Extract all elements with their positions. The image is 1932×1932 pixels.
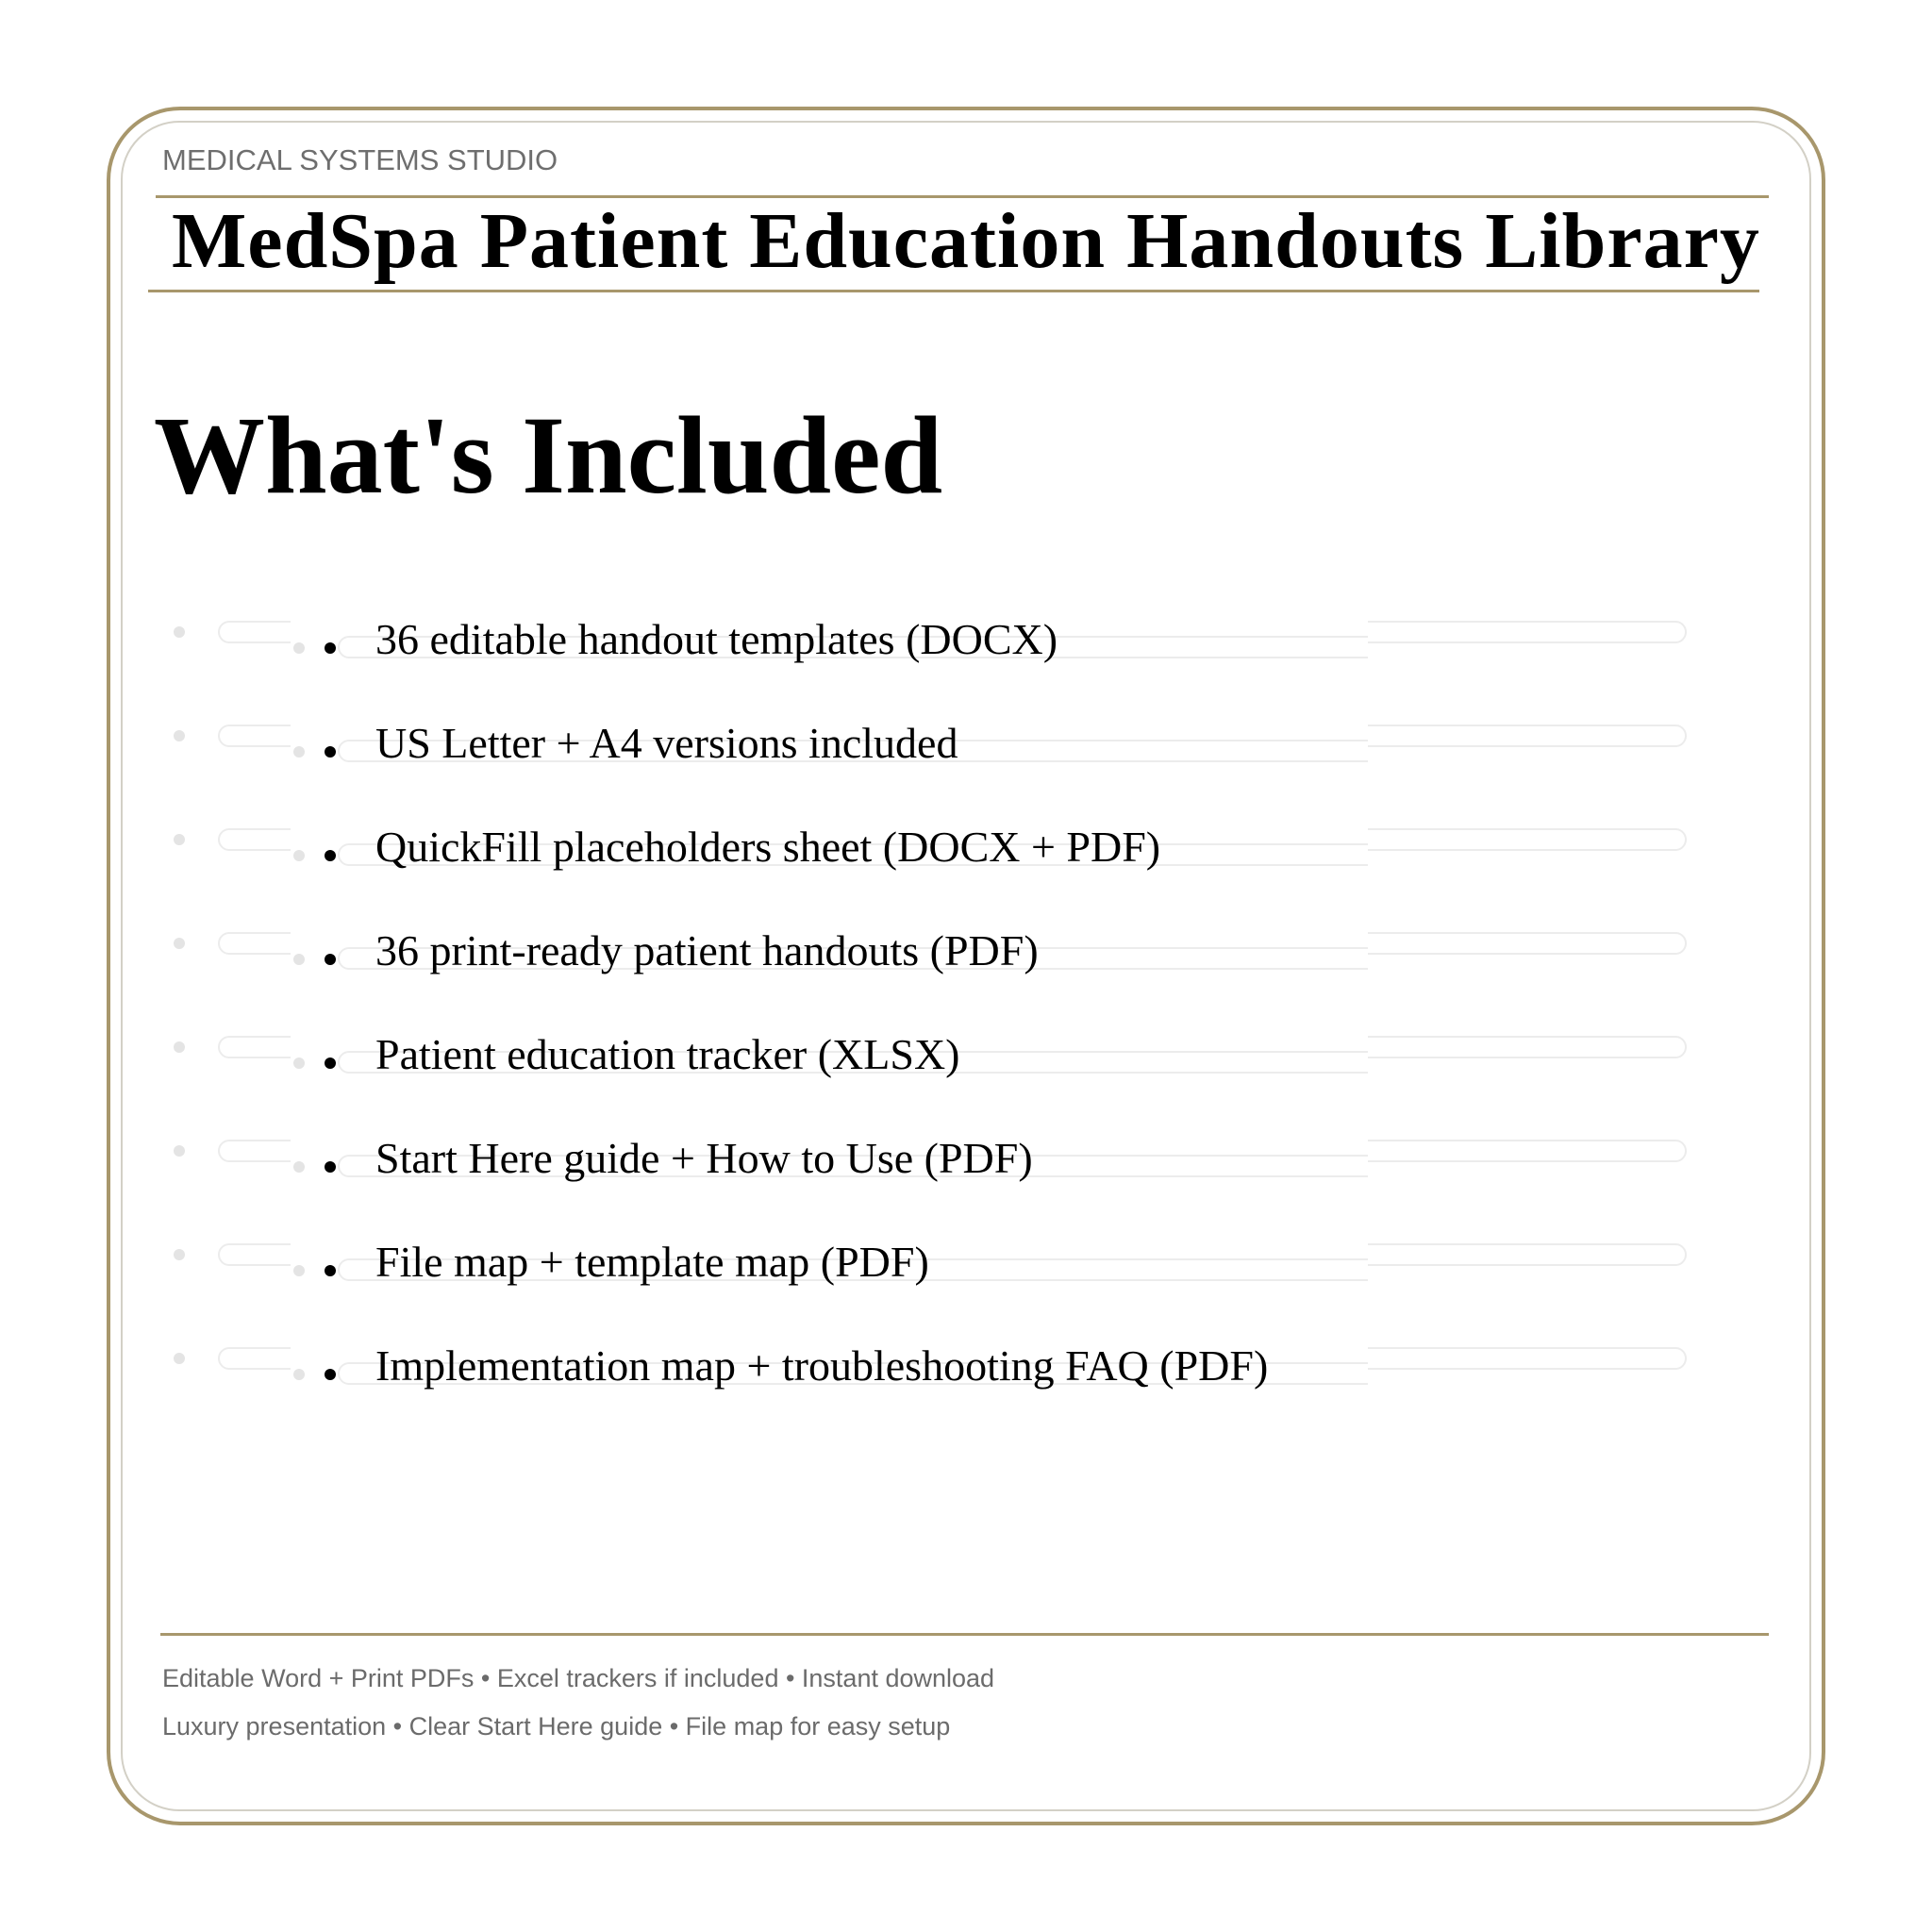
decorative-dot-icon xyxy=(174,1249,185,1260)
list-item-content xyxy=(291,1226,1368,1302)
list-item-label: QuickFill placeholders sheet (DOCX + PDF) xyxy=(375,823,1161,871)
footer-features-line-2: Luxury presentation • Clear Start Here guide • File map for easy setup xyxy=(162,1712,951,1740)
header-bottom-divider xyxy=(148,290,1759,292)
list-item-label: Implementation map + troubleshooting FAQ (PDF) xyxy=(375,1341,1269,1390)
decorative-dot-icon xyxy=(293,1369,305,1380)
bullet-icon xyxy=(325,1161,336,1173)
bullet-icon xyxy=(325,746,336,758)
list-item-label: US Letter + A4 versions included xyxy=(375,719,958,767)
decorative-dot-icon xyxy=(174,834,185,845)
decorative-dot-icon xyxy=(174,730,185,741)
section-heading: What's Included xyxy=(154,393,943,517)
list-item xyxy=(0,1238,1932,1311)
decorative-dot-icon xyxy=(174,1353,185,1364)
bullet-icon xyxy=(325,1265,336,1276)
bullet-icon xyxy=(325,642,336,654)
decorative-dot-icon xyxy=(174,626,185,638)
bullet-icon xyxy=(325,954,336,965)
list-item xyxy=(0,615,1932,689)
list-item xyxy=(0,926,1932,1000)
list-item xyxy=(0,719,1932,792)
bullet-icon xyxy=(325,1369,336,1380)
studio-name: MEDICAL SYSTEMS STUDIO xyxy=(162,143,558,176)
list-item xyxy=(0,823,1932,896)
decorative-dot-icon xyxy=(293,746,305,758)
list-item xyxy=(0,1341,1932,1415)
list-item-label: 36 editable handout templates (DOCX) xyxy=(375,615,1058,663)
decorative-dot-icon xyxy=(293,1161,305,1173)
list-item-label: File map + template map (PDF) xyxy=(375,1238,929,1286)
decorative-dot-icon xyxy=(174,938,185,949)
decorative-dot-icon xyxy=(293,954,305,965)
decorative-dot-icon xyxy=(293,642,305,654)
bullet-icon xyxy=(325,850,336,861)
list-item-label: 36 print-ready patient handouts (PDF) xyxy=(375,926,1039,974)
list-item xyxy=(0,1134,1932,1208)
list-item xyxy=(0,1030,1932,1104)
list-item-content xyxy=(291,1123,1368,1198)
list-item-content xyxy=(291,604,1368,679)
decorative-dot-icon xyxy=(293,1265,305,1276)
page-title: MedSpa Patient Education Handouts Library xyxy=(172,197,1760,285)
list-item-label: Patient education tracker (XLSX) xyxy=(375,1030,960,1078)
list-item-content xyxy=(291,915,1368,991)
decorative-dot-icon xyxy=(174,1041,185,1053)
decorative-dot-icon xyxy=(174,1145,185,1157)
list-item-content xyxy=(291,1019,1368,1094)
decorative-dot-icon xyxy=(293,850,305,861)
footer-divider xyxy=(160,1633,1769,1636)
list-item-content xyxy=(291,708,1368,783)
list-item-label: Start Here guide + How to Use (PDF) xyxy=(375,1134,1033,1182)
list-item-content xyxy=(291,811,1368,887)
bullet-icon xyxy=(325,1058,336,1069)
list-item-content xyxy=(291,1330,1368,1406)
footer-features-line-1: Editable Word + Print PDFs • Excel trackers if included • Instant download xyxy=(162,1664,995,1692)
decorative-dot-icon xyxy=(293,1058,305,1069)
